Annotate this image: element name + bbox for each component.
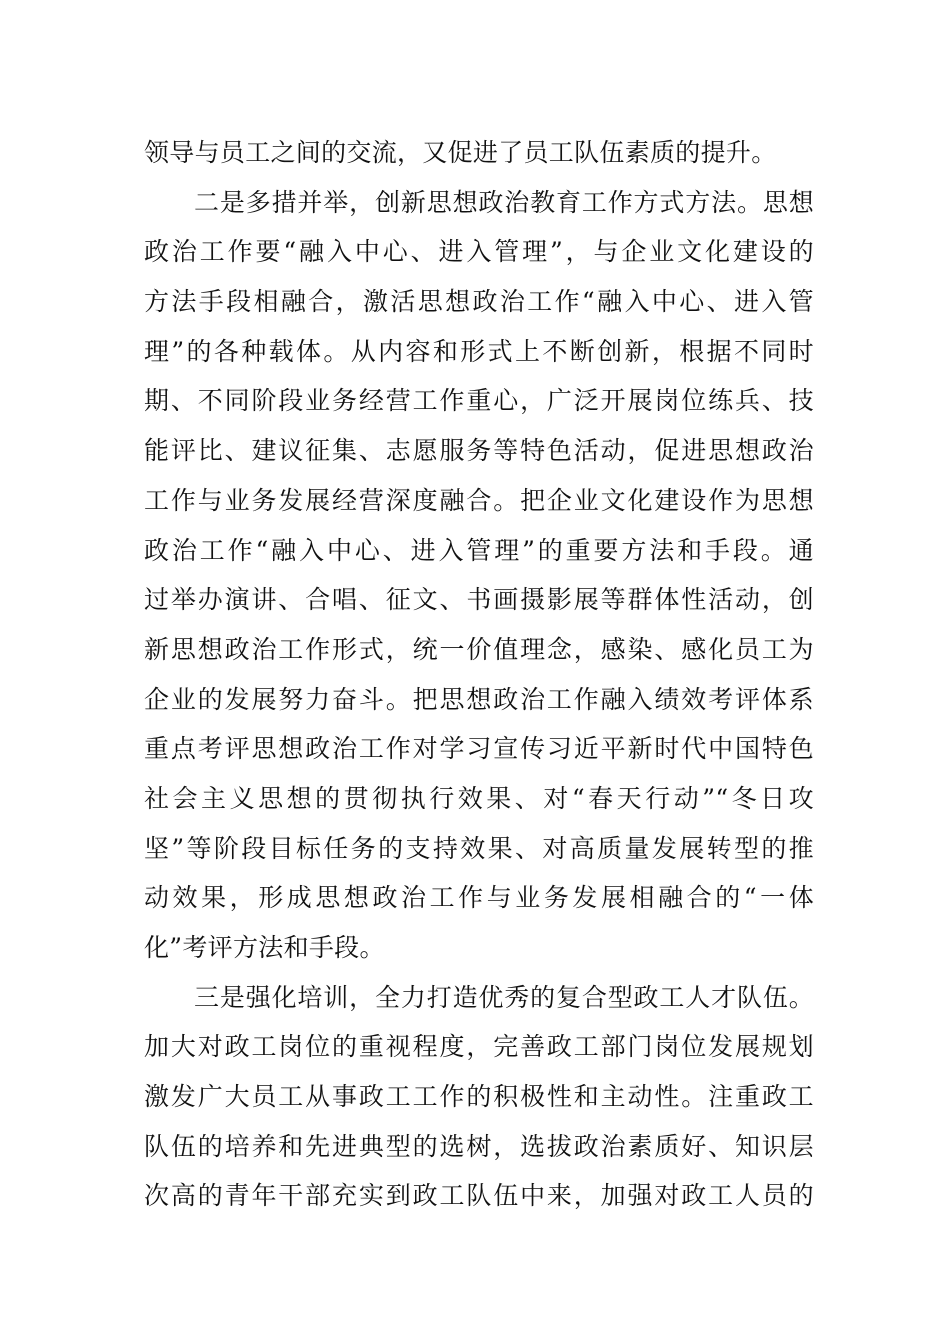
text-line: 坚”等阶段目标任务的支持效果、对高质量发展转型的推 [144, 833, 814, 863]
text-line: 政治工作“融入中心、进入管理”的重要方法和手段。通 [144, 535, 814, 565]
text-line: 队伍的培养和先进典型的选树，选拔政治素质好、知识层 [144, 1131, 814, 1161]
text-line: 工作与业务发展经营深度融合。把企业文化建设作为思想 [144, 485, 814, 515]
text-line: 政治工作要“融入中心、进入管理”，与企业文化建设的 [144, 237, 814, 267]
text-line: 过举办演讲、合唱、征文、书画摄影展等群体性活动，创 [144, 585, 814, 615]
text-line: 领导与员工之间的交流，又促进了员工队伍素质的提升。 [144, 138, 777, 167]
paragraph-start-line: 三是强化培训，全力打造优秀的复合型政工人才队伍。 [194, 982, 814, 1012]
body-text [144, 128, 814, 1221]
text-line: 重点考评思想政治工作对学习宣传习近平新时代中国特色 [144, 734, 814, 764]
text-line: 理”的各种载体。从内容和形式上不断创新，根据不同时 [144, 336, 814, 366]
text-line: 新思想政治工作形式，统一价值理念，感染、感化员工为 [144, 634, 814, 664]
paragraph-start-line: 二是多措并举，创新思想政治教育工作方式方法。思想 [194, 187, 814, 217]
text-line: 期、不同阶段业务经营工作重心，广泛开展岗位练兵、技 [144, 386, 814, 416]
text-line: 动效果，形成思想政治工作与业务发展相融合的“一体 [144, 883, 814, 913]
text-line: 加大对政工岗位的重视程度，完善政工部门岗位发展规划 [144, 1032, 814, 1062]
text-line: 能评比、建议征集、志愿服务等特色活动，促进思想政治 [144, 436, 814, 466]
text-line: 方法手段相融合，激活思想政治工作“融入中心、进入管 [144, 287, 814, 317]
text-line: 次高的青年干部充实到政工队伍中来，加强对政工人员的 [144, 1181, 814, 1211]
text-line: 化”考评方法和手段。 [144, 933, 385, 962]
text-line: 社会主义思想的贯彻执行效果、对“春天行动”“冬日攻 [144, 783, 814, 813]
text-line: 企业的发展努力奋斗。把思想政治工作融入绩效考评体系 [144, 684, 814, 714]
text-line: 激发广大员工从事政工工作的积极性和主动性。注重政工 [144, 1082, 814, 1112]
